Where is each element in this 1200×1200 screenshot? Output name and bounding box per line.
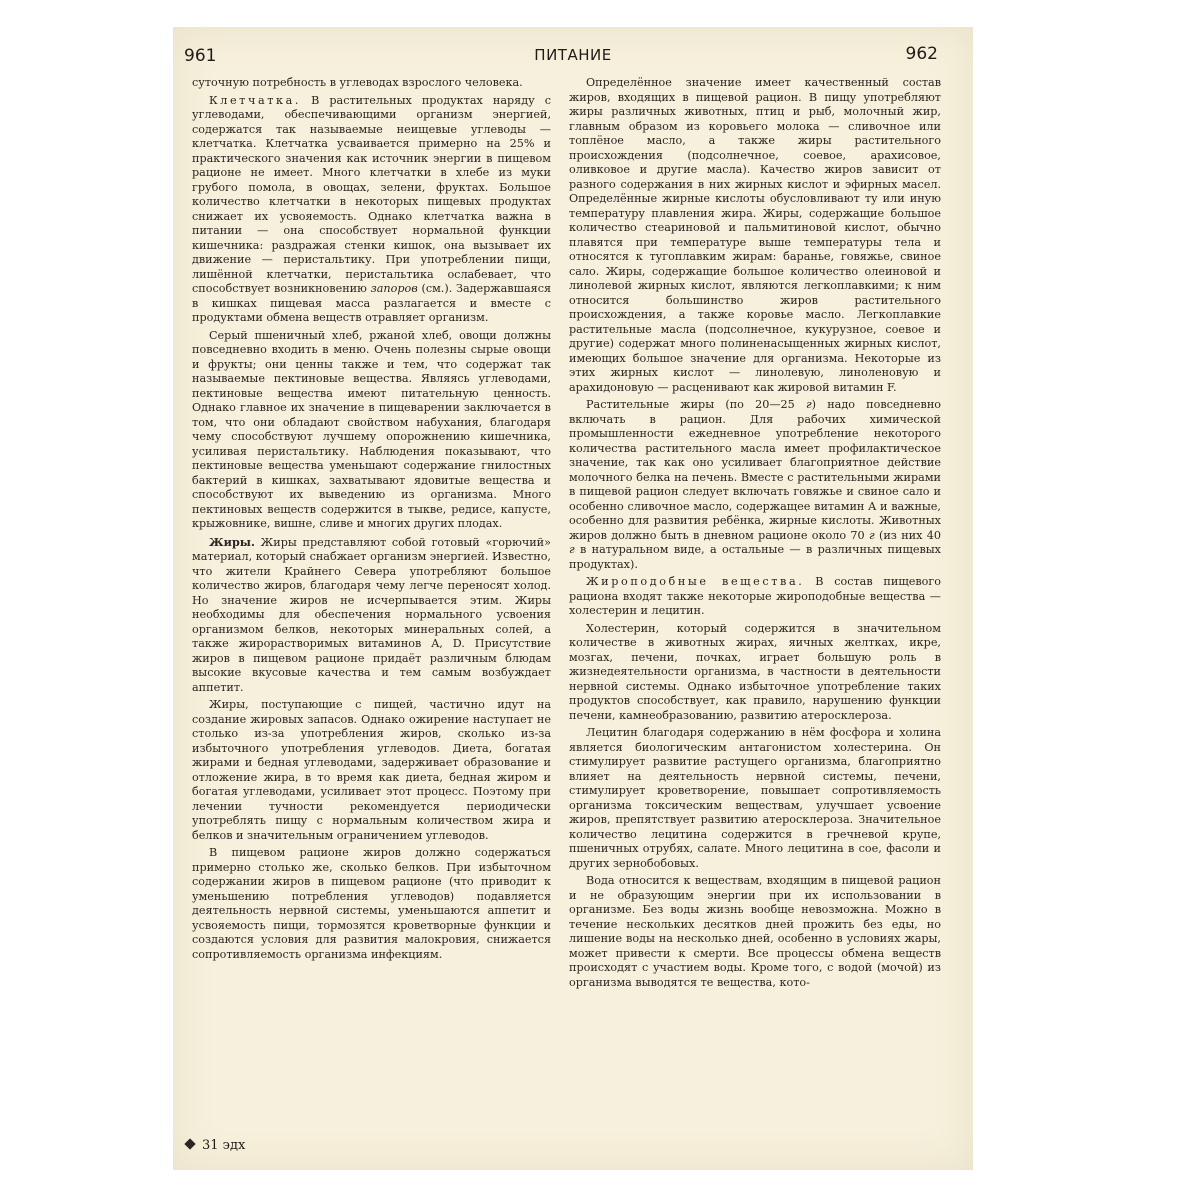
- subheading-cellulose: Клетчатка.: [209, 93, 302, 107]
- paragraph-text: Растительные жиры (по 20—25: [586, 398, 795, 411]
- unit-gram: г: [868, 528, 875, 542]
- paragraph-text: Жиры представляют собой готовый «горючий» материал, который снабжает организм энергией. Известно, что жители Крайнего Севера употребляют большое количество жиров, благодаря чему легче переносят холод. Но значение жиров не исчерпывается этим. Жиры необходимы для обеспечения нормального усвоения организмом белков, некоторых минеральных солей, а также жирорастворимых витаминов A, D. Присутствие жиров в пищевом рационе придаёт различным блюдам высокие вкусовые качества и тем самым возбуждает аппетит.: [192, 535, 551, 694]
- section-title: ПИТАНИЕ: [534, 46, 612, 64]
- paragraph: Жиры, поступающие с пищей, частично идут на создание жировых запасов. Однако ожирение наступает не столько из-за употребления жиров, сколько из-за избыточного употребления углеводов. Диета, богатая жирами и бедная углеводами, задерживает образование и отложение жира, в то время как диета, бедная жиром и богатая углеводами, усиливает этот процесс. Поэтому при лечении тучности рекомендуется периодически употреблять пищу с нормальным количеством жира и белков и значительным ограничением углеводов.: [192, 698, 551, 842]
- paragraph-text: В состав пищевого рациона входят также некоторые жироподобные вещества — холестерин и лецитин.: [569, 575, 941, 617]
- italic-term: запоров: [370, 282, 418, 295]
- running-head: [173, 46, 973, 74]
- paragraph: Определённое значение имеет качественный состав жиров, входящих в пищевой рацион. В пищу употребляют жиры различных животных, птиц и рыб, молочный жир, главным образом из коровьего молока — сливочное или топлёное масло, а также жиры растительного происхождения (подсолнечное, соевое, арахисовое, оливковое и другие масла). Качество жиров зависит от разного содержания в них жирных кислот и эфирных масел. Определённые жирные кислоты обусловливают ту или иную температуру плавления жира. Жиры, содержащие большое количество стеариновой и пальмитиновой кислот, обычно плавятся при температуре выше температуры тела и относятся к тугоплавким жирам: баранье, говяжье, свиное сало. Жиры, содержащие большое количество олеиновой и линолевой жирных кислот, являются легкоплавкими; к ним относится большинство жиров растительного происхождения, а также коровье масло. Легкоплавкие растительные масла (подсолнечное, кукурузное, соевое и другие) содержат много полиненасыщенных жирных кислот, имеющих большое значение для организма. Некоторые из этих жирных кислот — линолевую, линоленовую и арахидоновую — расценивают как жировой витамин F.: [569, 76, 941, 394]
- paragraph-text: (из них 40: [878, 528, 941, 542]
- paragraph-text: В растительных продуктах наряду с углеводами, обеспечивающими организм энергией, содержатся так называемые неищевые углеводы — клетчатка. Клетчатка усваивается примерно на 25% и практического значения как источник энергии в пищевом рационе не имеет. Много клетчатки в хлебе из муки грубого помола, в овощах, зелени, фруктах. Большое количество клетчатки в некоторых пищевых продуктах снижает их усвояемость. Однако клетчатка важна в питании — она способствует нормальной функции кишечника: раздражая стенки кишок, она вызывает их движение — перистальтику. При употреблении пищи, лишённой клетчатки, перистальтика ослабевает, что способствует возникновению: [192, 93, 551, 295]
- paragraph: Лецитин благодаря содержанию в нём фосфора и холина является биологическим антагонистом холестерина. Он стимулирует развитие растущего организма, благоприятно влияет на деятельность нервной системы, печени, стимулирует кроветворение, повышает сопротивляемость организма токсическим веществам, улучшает усвоение жиров, препятствует развитию атеросклероза. Значительное количество лецитина содержится в гречневой крупе, пшеничных отрубях, салате. Много лецитина в сое, фасоли и других зернобобовых.: [569, 726, 941, 870]
- paragraph: суточную потребность в углеводах взрослого человека.: [192, 76, 523, 89]
- unit-gram: г: [569, 543, 575, 556]
- page-number-right: 962: [905, 44, 938, 64]
- subheading-lipoids: Жироподобные вещества.: [586, 575, 805, 588]
- printer-signature: [186, 1138, 245, 1153]
- right-column: [569, 76, 941, 993]
- page-number-left: 961: [184, 46, 217, 66]
- paragraph-text: в натуральном виде, а остальные — в различных пищевых продуктах).: [569, 543, 941, 571]
- paragraph-text: ) надо повседневно включать в рацион. Для рабочих химической промышленности ежедневное употребление некоторого количества растительного масла имеет профилактическое значение, так как оно усиливает благоприятное действие молочного белка на печень. Вместе с растительными жирами в пищевой рацион следует включать говяжье и свиное сало и особенно сливочное масло, содержащее витамин A и важные, особенно для развития ребёнка, жирные кислоты. Животных жиров должно быть в дневном рационе около 70: [569, 398, 942, 542]
- paragraph: В пищевом рационе жиров должно содержаться примерно столько же, сколько белков. При избыточном содержании жиров в пищевом рационе (что приводит к уменьшению потребления углеводов) подавляется деятельность нервной системы, уменьшаются аппетит и усвояемость пищи, тормозятся кроветворные функции и создаются условия для развития малокровия, снижается сопротивляемость организма инфекциям.: [192, 846, 551, 961]
- diamond-icon: [184, 1138, 195, 1149]
- left-column: [192, 76, 551, 965]
- unit-gram: г: [805, 398, 812, 411]
- paragraph-fats: [192, 535, 551, 696]
- paragraph: [569, 398, 941, 572]
- subheading-fats: Жиры.: [209, 534, 255, 549]
- paragraph-cellulose: [192, 94, 551, 326]
- signature-text: 31 эдх: [202, 1138, 246, 1153]
- paragraph: Серый пшеничный хлеб, ржаной хлеб, овощи должны повседневно входить в меню. Очень полезны сырые овощи и фрукты; они ценны также и тем, что содержат так называемые пектиновые вещества. Являясь углеводами, пектиновые вещества имеют питательную ценность. Однако главное их значение в пищеварении заключается в том, что они обладают свойством набухания, благодаря чему способствуют лучшему опорожнению кишечника, усиливая перистальтику. Наблюдения показывают, что пектиновые вещества уменьшают содержание гнилостных бактерий в кишках, захватывают ядовитые вещества и способствуют их выведению из организма. Много пектиновых веществ содержится в тыкве, редисе, капусте, крыжовнике, вишне, сливе и многих других плодах.: [192, 328, 551, 530]
- paragraph: Вода относится к веществам, входящим в пищевой рацион и не образующим энергии при их использовании в организме. Без воды жизнь вообще невозможна. Можно в течение нескольких десятков дней прожить без еды, но лишение воды на несколько дней, особенно в условиях жары, может привести к смерти. Все процессы обмена веществ происходят с участием воды. Кроме того, с водой (мочой) из организма выводятся те вещества, кото-: [569, 874, 941, 989]
- book-page: [173, 27, 973, 1170]
- paragraph: Холестерин, который содержится в значительном количестве в животных жирах, яичных желтках, икре, мозгах, печени, почках, играет большую роль в жизнедеятельности организма, в частности в деятельности нервной системы. Однако избыточное употребление таких продуктов способствует, как правило, нарушению функции печени, камнеобразованию, развитию атеросклероза.: [569, 621, 941, 722]
- paragraph-text: (см.). Задержавшаяся в кишках пищевая масса разлагается и вместе с продуктами обмена веществ отравляет организм.: [192, 282, 552, 324]
- paragraph-lipoids: [569, 575, 941, 619]
